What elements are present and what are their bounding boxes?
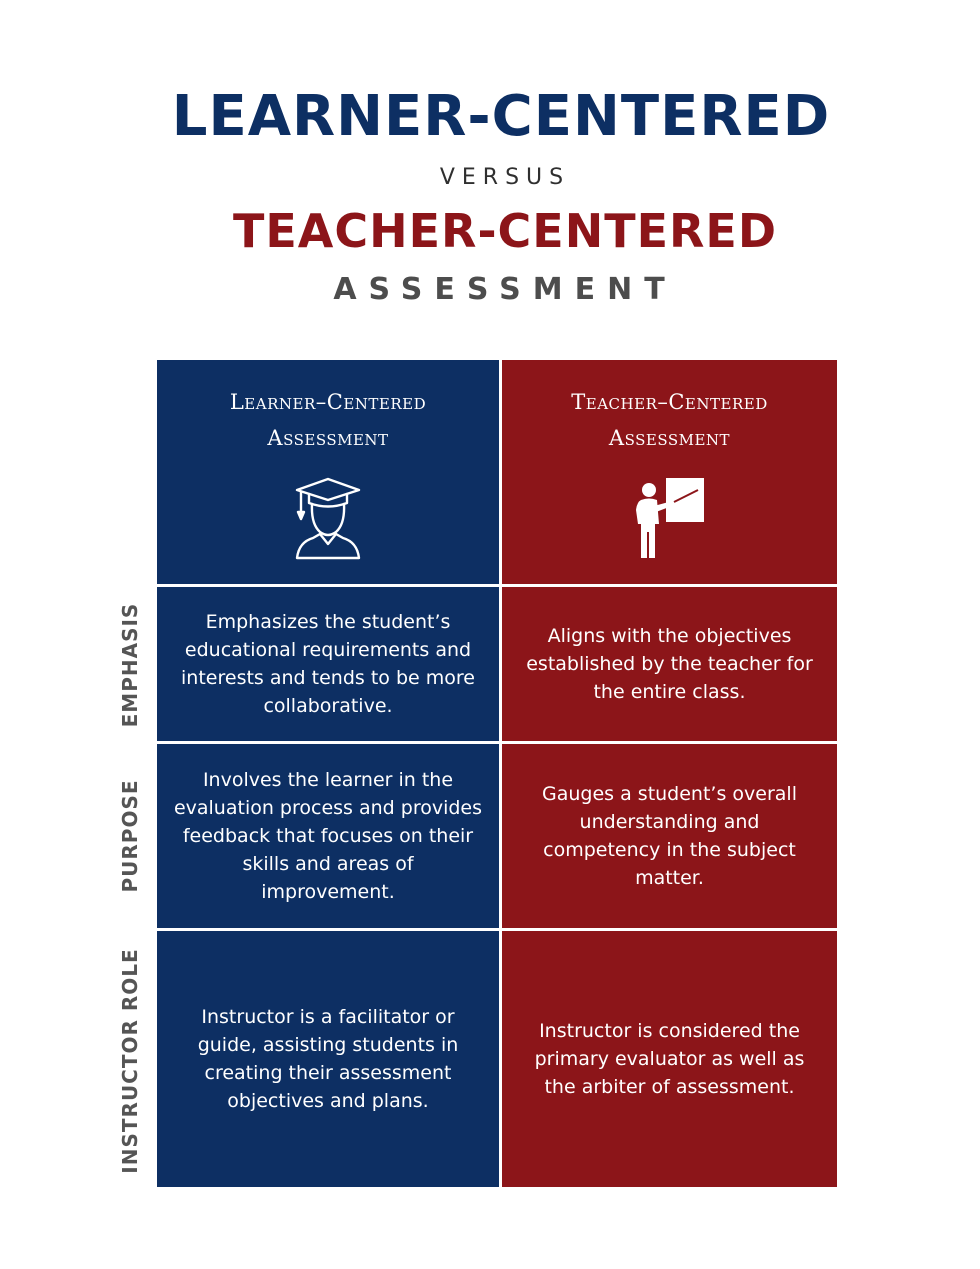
learner-purpose-text: Involves the learner in the evaluation process and provides feedback that focuses on their skills and areas of improvement. — [173, 769, 483, 903]
teacher-purpose-cell — [502, 744, 837, 928]
teacher-instructor-role-cell — [502, 931, 837, 1187]
title-teacher-centered: TEACHER-CENTERED — [232, 204, 778, 258]
learner-emphasis-text: Emphasizes the student’s educational requirements and interests and tends to be more collaborative. — [181, 611, 475, 717]
row-label-instructor-role: INSTRUCTOR ROLE — [118, 948, 142, 1174]
row-label-emphasis: EMPHASIS — [118, 602, 142, 728]
learner-instructor-role-cell — [157, 931, 499, 1187]
teacher-emphasis-text: Aligns with the objectives established by the teacher for the entire class. — [526, 625, 813, 703]
header-learner-label: Learner–Centered Assessment — [229, 390, 427, 450]
graduate-icon — [293, 476, 363, 564]
teacher-at-board-icon — [632, 476, 708, 564]
learner-purpose-cell — [157, 744, 499, 928]
teacher-purpose-text: Gauges a student’s overall understanding and competency in the subject matter. — [542, 783, 797, 889]
learner-emphasis-cell — [157, 587, 499, 741]
header-teacher-label: Teacher–Centered Assessment — [571, 390, 768, 450]
title-learner-centered: LEARNER-CENTERED — [171, 84, 831, 149]
header-learner-centered — [157, 360, 499, 584]
learner-instructor-role-text: Instructor is a facilitator or guide, assisting students in creating their assessment objectives and plans. — [197, 1006, 459, 1112]
title-versus: VERSUS — [439, 165, 571, 190]
teacher-emphasis-cell — [502, 587, 837, 741]
row-label-purpose: PURPOSE — [118, 779, 142, 893]
header-teacher-centered — [502, 360, 837, 584]
title-assessment: ASSESSMENT — [333, 272, 677, 307]
teacher-instructor-role-text: Instructor is considered the primary evaluator as well as the arbiter of assessment. — [534, 1020, 805, 1098]
